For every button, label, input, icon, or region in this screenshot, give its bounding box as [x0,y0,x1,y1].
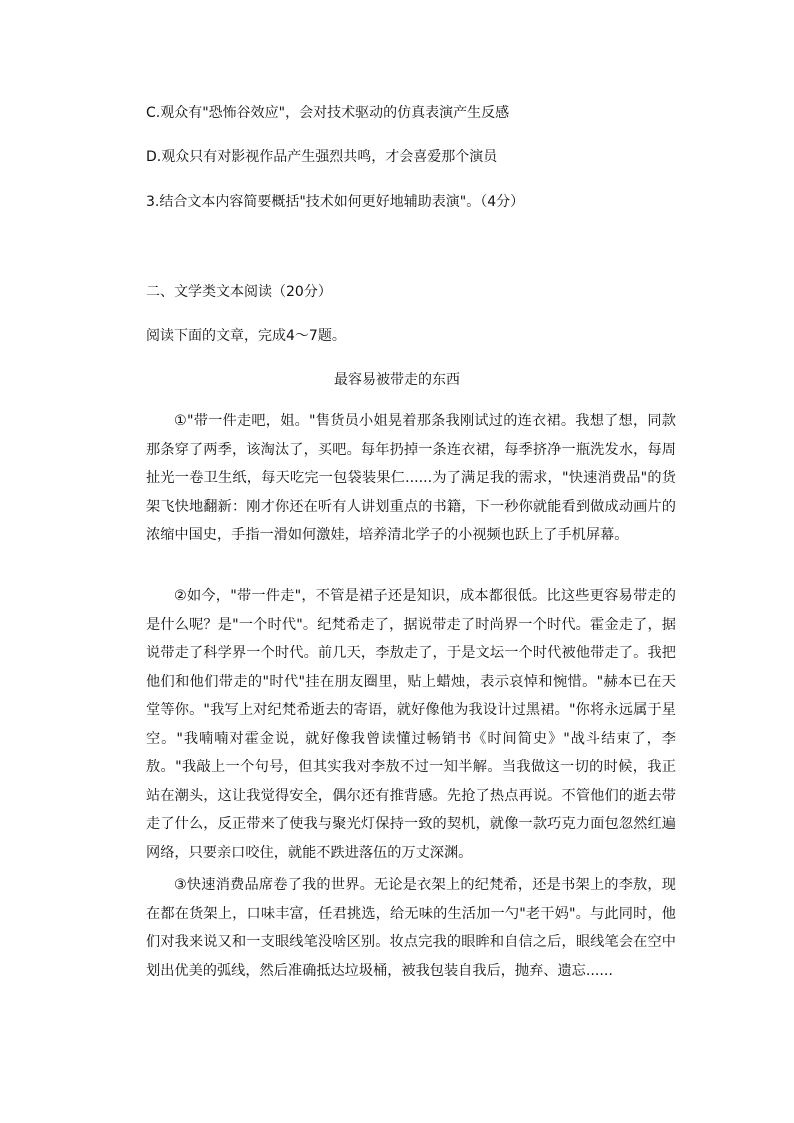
paragraph-1: ①"带一件走吧，姐。"售货员小姐晃着那条我刚试过的连衣裙。我想了想，同款那条穿了两季，该淘汰了，买吧。每年扔掉一条连衣裙，每季挤净一瓶洗发水，每周扯光一卷卫生纸，每天吃完一包袋装果仁......为了满足我的需求，"快速消费品"的货架飞快地翻新：刚才你还在听有人讲划重点的书籍，下一秒你就能看到做成动画片的浓缩中国史，手指一滑如何激娃，培养清北学子的小视频也跃上了手机屏幕。 [146,413,676,543]
option-c: C.观众有"恐怖谷效应"，会对技术驱动的仿真表演产生反感 [146,105,510,121]
section-heading: 二、文学类文本阅读（20分） [146,284,332,300]
question-3: 3.结合文本内容简要概括"技术如何更好地辅助表演"。（4分） [146,194,525,210]
section-instruction: 阅读下面的文章，完成4～7题。 [146,328,346,344]
option-d: D.观众只有对影视作品产生强烈共鸣，才会喜爱那个演员 [146,149,498,165]
article-title: 最容易被带走的东西 [334,372,460,388]
paragraph-3: ③快速消费品席卷了我的世界。无论是衣架上的纪梵希，还是书架上的李敖，现在都在货架上，口味丰富，任君挑选，给无味的生活加一勺"老干妈"。与此同时，他们对我来说又和一支眼线笔没啥区别。妆点完我的眼眸和自信之后，眼线笔会在空中划出优美的弧线，然后准确抵达垃圾桶，被我包装自我后，抛弃、遗忘...... [146,877,676,979]
paragraph-2: ②如今，"带一件走"，不管是裙子还是知识，成本都很低。比这些更容易带走的是什么呢？是"一个时代"。纪梵希走了，据说带走了时尚界一个时代。霍金走了，据说带走了科学界一个时代。前几天，李敖走了，于是文坛一个时代被他带走了。我把他们和他们带走的"时代"挂在朋友圈里，贴上蜡烛，表示哀悼和惋惜。"赫本已在天堂等你。"我写上对纪梵希逝去的寄语，就好像他为我设计过黑裙。"你将永远属于星空。"我喃喃对霍金说，就好像我曾读懂过畅销书《时间简史》"战斗结束了，李敖。"我敲上一个句号，但其实我对李敖不过一知半解。当我做这一切的时候，我正站在潮头，这让我觉得安全，偶尔还有推背感。先抢了热点再说。不管他们的逝去带走了什么，反正带来了使我与聚光灯保持一致的契机，就像一款巧克力面包忽然红遍网络，只要亲口咬住，就能不跌进落伍的万丈深渊。 [146,588,676,861]
